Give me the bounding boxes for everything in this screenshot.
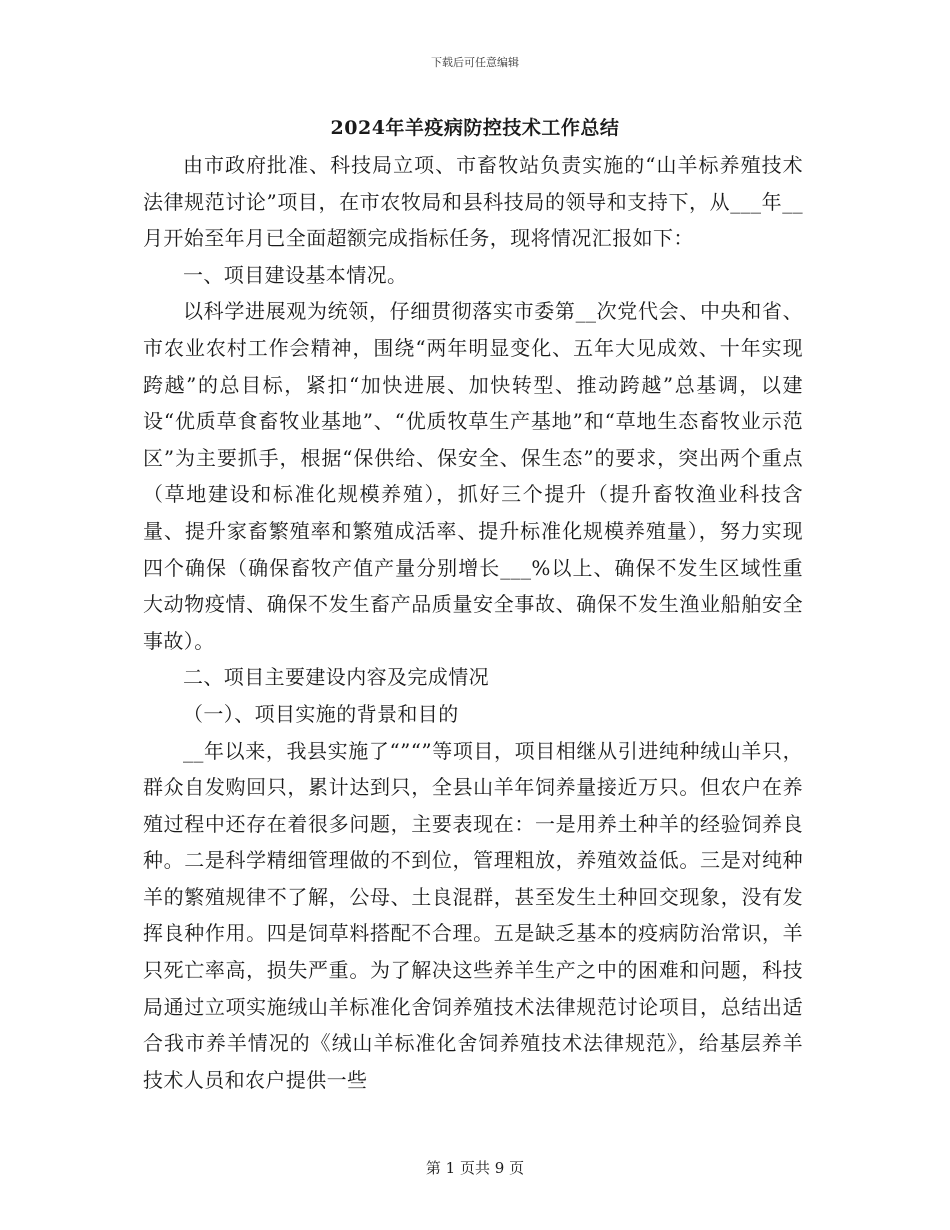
page-footer: 第 1 页共 9 页: [425, 1159, 525, 1177]
paragraph-background: __年以来，我县实施了“”“”等项目，项目相继从引进纯种绒山羊只，群众自发购回只，累计达到只，全县山羊年饲养量接近万只。但农户在养殖过程中还存在着很多问题，主要表现在：一是用养土种羊的经验饲养良种。二是科学精细管理做的不到位，管理粗放，养殖效益低。三是对纯种羊的繁殖规律不了解，公母、土良混群，甚至发生土种回交现象，没有发挥良种作用。四是饲草料搭配不合理。五是缺乏基本的疫病防治常识，羊只死亡率高，损失严重。为了解决这些养羊生产之中的困难和问题，科技局通过立项实施绒山羊标准化舍饲养殖技术法律规范讨论项目，总结出适合我市养羊情况的《绒山羊标准化舍饲养殖技术法律规范》，给基层养羊技术人员和农户提供一些: [143, 738, 803, 1092]
paragraph-intro: 由市政府批准、科技局立项、市畜牧站负责实施的“山羊标养殖技术法律规范讨论”项目，在市农牧局和县科技局的领导和支持下，从___年__月开始至年月已全面超额完成指标任务，现将情况汇报如下：: [143, 153, 803, 251]
section-heading-2: 二、项目主要建设内容及完成情况: [183, 665, 489, 690]
subsection-heading-1: （一）、项目实施的背景和目的: [183, 701, 459, 726]
document-title: 2024年羊疫病防控技术工作总结: [330, 117, 620, 139]
section-heading-1: 一、项目建设基本情况。: [183, 262, 408, 287]
paragraph-basic-situation: 以科学进展观为统领，仔细贯彻落实市委第__次党代会、中央和省、市农业农村工作会精神，围绕“两年明显变化、五年大见成效、十年实现跨越”的总目标，紧扣“加快进展、加快转型、推动跨越”总基调，以建设“优质草食畜牧业基地”、“优质牧草生产基地”和“草地生态畜牧业示范区”为主要抓手，根据“保供给、保安全、保生态”的要求，突出两个重点（草地建设和标准化规模养殖），抓好三个提升（提升畜牧渔业科技含量、提升家畜繁殖率和繁殖成活率、提升标准化规模养殖量），努力实现四个确保（确保畜牧产值产量分别增长___%以上、确保不发生区域性重大动物疫情、确保不发生畜产品质量安全事故、确保不发生渔业船舶安全事故）。: [143, 299, 803, 653]
page-header-note: 下载后可任意编辑: [431, 56, 519, 69]
document-body: [143, 147, 803, 1098]
